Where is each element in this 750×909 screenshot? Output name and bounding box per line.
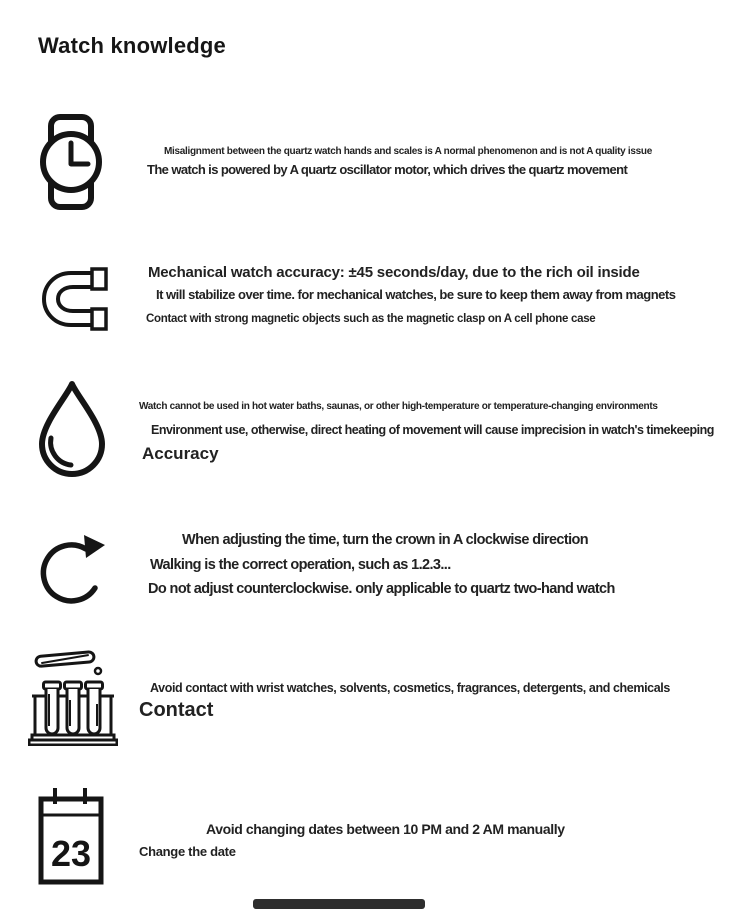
quartz-note-line: Misalignment between the quartz watch hands and scales is A normal phenomenon and is not A quality issue	[164, 146, 652, 157]
magnet-sub-line: It will stabilize over time. for mechanical watches, be sure to keep them away from magnets	[156, 287, 676, 302]
accuracy-label: Accuracy	[142, 444, 219, 463]
clockwise-arrow-icon	[38, 523, 108, 613]
test-tubes-icon	[28, 642, 118, 746]
crown-line-3: Do not adjust counterclockwise. only applicable to quartz two-hand watch	[148, 581, 615, 597]
bottom-bar	[253, 899, 425, 909]
quartz-main-line: The watch is powered by A quartz oscillator motor, which drives the quartz movement	[147, 162, 628, 177]
temperature-sub-line: Environment use, otherwise, direct heating of movement will cause imprecision in watch's timekeeping	[151, 423, 714, 437]
date-change-note-line: Avoid changing dates between 10 PM and 2 AM manually	[206, 821, 565, 837]
magnet-note-line: Contact with strong magnetic objects such as the magnetic clasp on A cell phone case	[146, 313, 596, 325]
magnet-main-line: Mechanical watch accuracy: ±45 seconds/day, due to the rich oil inside	[148, 264, 640, 281]
page-title: Watch knowledge	[38, 33, 226, 58]
crown-line-2: Walking is the correct operation, such as 1.2.3...	[150, 557, 451, 573]
calendar-icon	[38, 787, 104, 885]
calendar-day: 23	[50, 833, 92, 874]
water-drop-icon	[37, 378, 107, 480]
wristwatch-icon	[36, 112, 106, 212]
chemicals-note-line: Avoid contact with wrist watches, solvents, cosmetics, fragrances, detergents, and chemicals	[150, 681, 670, 695]
temperature-note-line: Watch cannot be used in hot water baths, saunas, or other high-temperature or temperature-changing environments	[139, 401, 658, 412]
crown-line-1: When adjusting the time, turn the crown in A clockwise direction	[182, 532, 589, 548]
change-date-label: Change the date	[139, 844, 236, 859]
magnet-icon	[37, 263, 109, 335]
contact-label: Contact	[139, 699, 214, 721]
